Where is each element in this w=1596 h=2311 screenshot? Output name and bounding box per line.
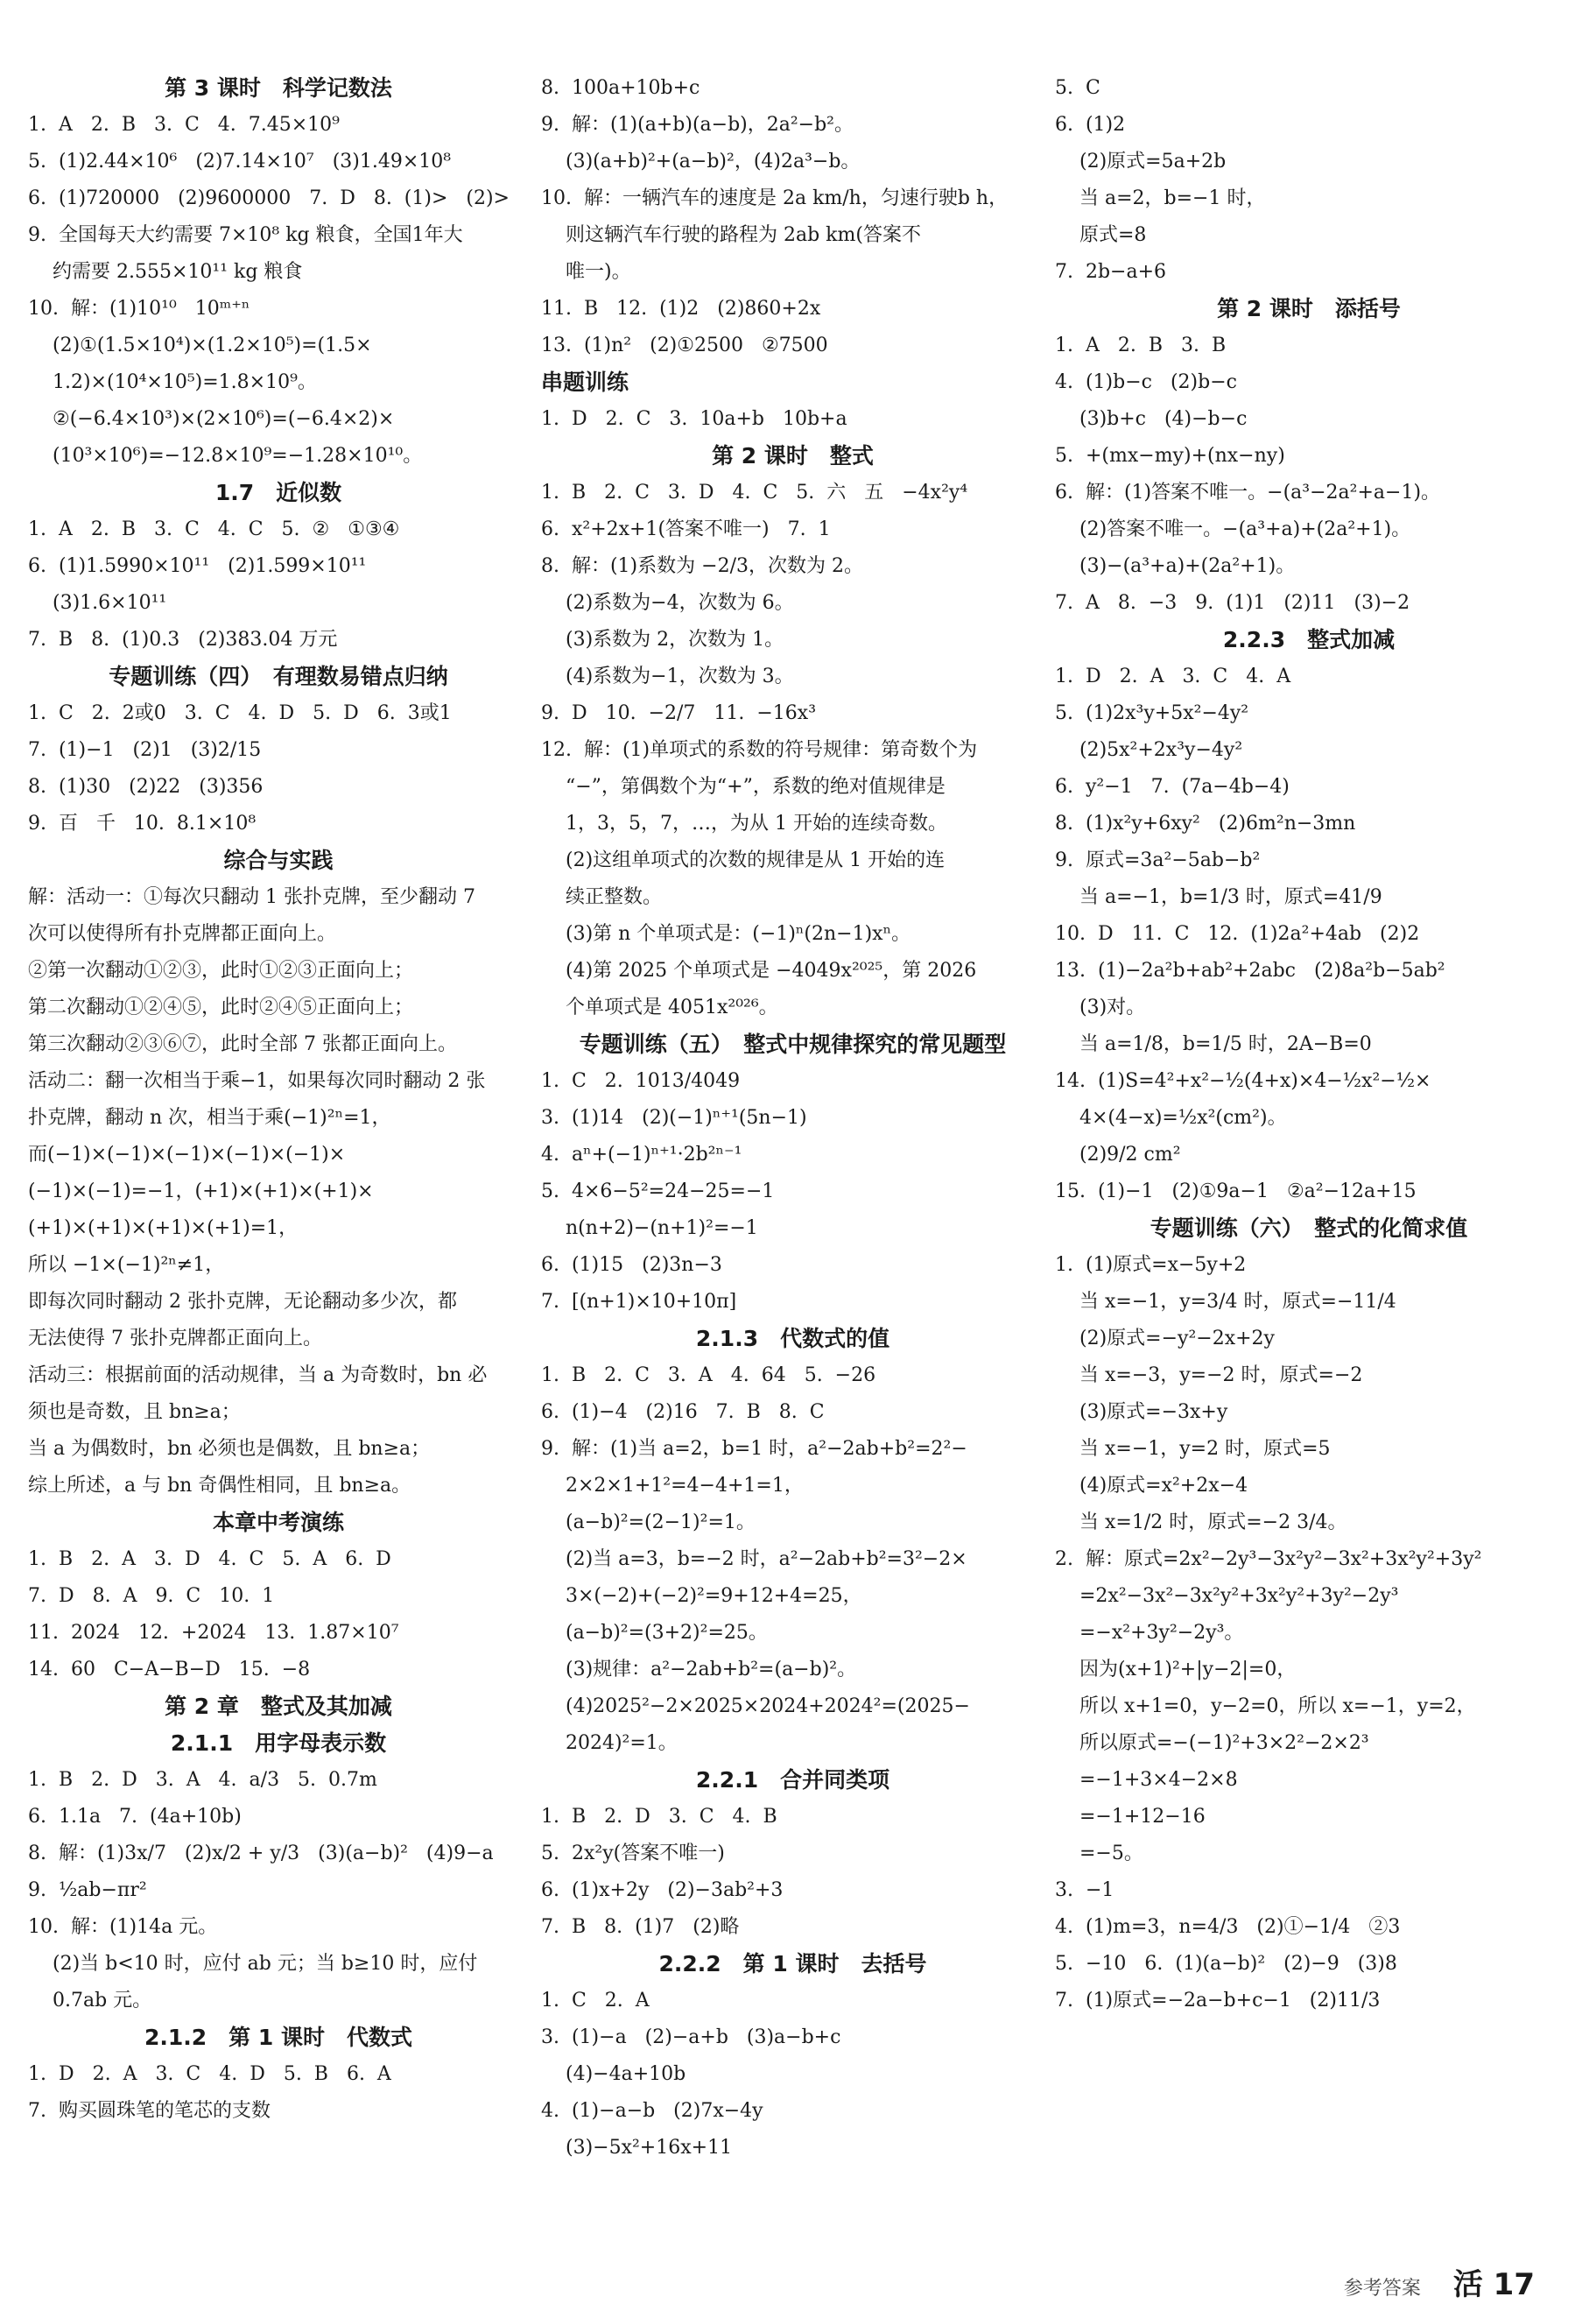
answer-line: 1. D 2. A 3. C 4. A (1055, 666, 1291, 687)
answer-line: 续正整数。 (541, 886, 662, 908)
section-heading: 2.1.2 第 1 课时 代数式 (144, 2025, 412, 2050)
answer-line: (+1)×(+1)×(+1)×(+1)=1， (28, 1217, 299, 1239)
answer-line: 8. (1)x²y+6xy² (2)6m²n−3mn (1055, 813, 1356, 835)
answer-line: 7. B 8. (1)0.3 (2)383.04 万元 (28, 629, 338, 651)
answer-line: 0.7ab 元。 (28, 1990, 152, 2012)
answer-line: (2)这组单项式的次数的规律是从 1 开始的连 (541, 849, 946, 871)
answer-line: (3)1.6×10¹¹ (28, 592, 167, 614)
answer-line: 13. (1)−2a²b+ab²+2abc (2)8a²b−5ab² (1055, 960, 1445, 982)
answer-line: 14. 60 C−A−B−D 15. −8 (28, 1659, 311, 1680)
answer-line: 9. ½ab−πr² (28, 1879, 147, 1901)
section-heading: 专题训练（五） 整式中规律探究的常见题型 (579, 1032, 1007, 1057)
answer-line: 当 x=1/2 时，原式=−2 3/4。 (1055, 1511, 1347, 1533)
answer-line: 第二次翻动①②④⑤，此时②④⑤正面向上； (28, 997, 414, 1018)
answer-line: 8. 解：(1)系数为 −2/3，次数为 2。 (541, 555, 863, 577)
answer-line: (2)5x²+2x³y−4y² (1055, 739, 1243, 761)
answer-line: (3)(a+b)²+(a−b)²，(4)2a³−b。 (541, 151, 861, 173)
answer-column-2 (541, 70, 1044, 2167)
answer-line: 7. [(n+1)×10+10π] (541, 1291, 737, 1313)
answer-line: 1. A 2. B 3. B (1055, 335, 1227, 356)
answer-line: 10. D 11. C 12. (1)2a²+4ab (2)2 (1055, 923, 1420, 945)
answer-line: 须也是奇数，且 bn≥a； (28, 1401, 241, 1423)
answer-line: 3. (1)−a (2)−a+b (3)a−b+c (541, 2026, 841, 2048)
answer-line: 2×2×1+1²=4−4+1=1， (541, 1475, 804, 1497)
answer-line: 解：活动一：①每次只翻动 1 张扑克牌，至少翻动 7 (28, 886, 475, 908)
answer-line: 当 x=−3，y=−2 时，原式=−2 (1055, 1364, 1363, 1386)
answer-line: 10. 解：(1)10¹⁰ 10ᵐ⁺ⁿ (28, 298, 250, 320)
answer-line: 1. B 2. D 3. A 4. a/3 5. 0.7m (28, 1769, 377, 1791)
answer-line: (3)b+c (4)−b−c (1055, 408, 1248, 430)
answer-line: 4. (1)m=3，n=4/3 (2)①−1/4 ②3 (1055, 1916, 1401, 1938)
answer-line: 1. C 2. 1013/4049 (541, 1070, 741, 1092)
answer-line: (−1)×(−1)=−1，(+1)×(+1)×(+1)× (28, 1180, 374, 1202)
answer-line: 2024)²=1。 (541, 1732, 678, 1754)
answer-line: 活动三：根据前面的活动规律，当 a 为奇数时，bn 必 (28, 1364, 488, 1386)
answer-line: 5. (1)2.44×10⁶ (2)7.14×10⁷ (3)1.49×10⁸ (28, 151, 452, 173)
answer-line: 当 a=2，b=−1 时， (1055, 187, 1266, 209)
answer-line: 活动二：翻一次相当于乘−1，如果每次同时翻动 2 张 (28, 1070, 486, 1092)
answer-line: ②第一次翻动①②③，此时①②③正面向上； (28, 960, 414, 982)
answer-line: (2)原式=5a+2b (1055, 151, 1227, 173)
answer-line: 4. (1)−a−b (2)7x−4y (541, 2100, 763, 2122)
answer-line: n(n+2)−(n+1)²=−1 (541, 1217, 758, 1239)
answer-line: 7. (1)−1 (2)1 (3)2/15 (28, 739, 262, 761)
answer-line: 综上所述，a 与 bn 奇偶性相同，且 bn≥a。 (28, 1475, 411, 1497)
answer-line: (3)系数为 2，次数为 1。 (541, 629, 784, 651)
answer-line: 1. A 2. B 3. C 4. C 5. ② ①③④ (28, 518, 400, 540)
answer-line: 7. 2b−a+6 (1055, 261, 1167, 283)
section-heading: 2.1.3 代数式的值 (695, 1326, 890, 1351)
answer-line: 10. 解：(1)14a 元。 (28, 1916, 218, 1938)
section-heading: 专题训练（六） 整式的化简求值 (1150, 1215, 1468, 1241)
answer-line: 7. 购买圆珠笔的笔芯的支数 (28, 2100, 271, 2122)
answer-line: 1.2)×(10⁴×10⁵)=1.8×10⁹。 (28, 371, 317, 393)
section-heading: 2.1.1 用字母表示数 (170, 1730, 387, 1756)
answer-line: 1. D 2. C 3. 10a+b 10b+a (541, 408, 847, 430)
answer-line: 6. x²+2x+1(答案不唯一) 7. 1 (541, 518, 831, 540)
answer-line: 6. y²−1 7. (7a−4b−4) (1055, 776, 1290, 798)
answer-line: (4)原式=x²+2x−4 (1055, 1475, 1248, 1497)
answer-line: (2)当 a=3，b=−2 时，a²−2ab+b²=3²−2× (541, 1548, 967, 1570)
answer-line: 当 x=−1，y=3/4 时，原式=−11/4 (1055, 1291, 1396, 1313)
answer-line: 因为(x+1)²+|y−2|=0， (1055, 1659, 1297, 1680)
answer-line: 8. (1)30 (2)22 (3)356 (28, 776, 264, 798)
answer-line: 5. +(mx−my)+(nx−ny) (1055, 445, 1285, 467)
answer-line: 约需要 2.555×10¹¹ kg 粮食 (28, 261, 303, 283)
answer-line: 6. 解：(1)答案不唯一。−(a³−2a²+a−1)。 (1055, 482, 1441, 504)
section-heading: 专题训练（四） 有理数易错点归纳 (109, 664, 448, 689)
answer-line: (2)当 b<10 时，应付 ab 元；当 b≥10 时，应付 (28, 1953, 478, 1975)
answer-line: 次可以使得所有扑克牌都正面向上。 (28, 923, 337, 945)
answer-line: 1. C 2. A (541, 1990, 650, 2012)
section-heading: 串题训练 (541, 370, 629, 395)
answer-line: (10³×10⁶)=−12.8×10⁹=−1.28×10¹⁰。 (28, 445, 423, 467)
answer-line: 9. 解：(1)当 a=2，b=1 时，a²−2ab+b²=2²− (541, 1438, 967, 1460)
answer-line: (a−b)²=(3+2)²=25。 (541, 1622, 768, 1644)
answer-line: 15. (1)−1 (2)①9a−1 ②a²−12a+15 (1055, 1180, 1417, 1202)
answer-line: 当 x=−1，y=2 时，原式=5 (1055, 1438, 1331, 1460)
answer-line: 1. B 2. C 3. A 4. 64 5. −26 (541, 1364, 876, 1386)
answer-line: 14. (1)S=4²+x²−½(4+x)×4−½x²−½× (1055, 1070, 1431, 1092)
answer-line: 3. −1 (1055, 1879, 1114, 1901)
answer-line: 5. (1)2x³y+5x²−4y² (1055, 702, 1249, 724)
answer-line: 4. aⁿ+(−1)ⁿ⁺¹·2b²ⁿ⁻¹ (541, 1144, 742, 1166)
answer-line: 第三次翻动②③⑥⑦，此时全部 7 张都正面向上。 (28, 1033, 457, 1055)
answer-line: (2)①(1.5×10⁴)×(1.2×10⁵)=(1.5× (28, 335, 372, 356)
answer-line: 13. (1)n² (2)①2500 ②7500 (541, 335, 828, 356)
answer-line: =−1+3×4−2×8 (1055, 1769, 1238, 1791)
answer-line: 3×(−2)+(−2)²=9+12+4=25， (541, 1585, 862, 1607)
answer-line: 7. (1)原式=−2a−b+c−1 (2)11/3 (1055, 1990, 1381, 2012)
section-heading: 本章中考演练 (212, 1510, 344, 1535)
section-heading: 2.2.3 整式加减 (1222, 627, 1396, 652)
answer-line: 3. (1)14 (2)(−1)ⁿ⁺¹(5n−1) (541, 1107, 807, 1129)
answer-line: 1. C 2. 2或0 3. C 4. D 5. D 6. 3或1 (28, 702, 452, 724)
section-heading: 第 2 章 整式及其加减 (165, 1694, 392, 1719)
answer-line: =−x²+3y²−2y³。 (1055, 1622, 1244, 1644)
section-heading: 1.7 近似数 (214, 480, 342, 505)
answer-line: 当 a=1/8，b=1/5 时，2A−B=0 (1055, 1033, 1372, 1055)
answer-line: 8. 100a+10b+c (541, 77, 700, 99)
answer-line: 4×(4−x)=½x²(cm²)。 (1055, 1107, 1287, 1129)
answer-line: (4)−4a+10b (541, 2063, 686, 2085)
answer-line: 1. A 2. B 3. C 4. 7.45×10⁹ (28, 114, 340, 136)
section-heading: 第 3 课时 科学记数法 (165, 75, 392, 101)
answer-line: 11. 2024 12. +2024 13. 1.87×10⁷ (28, 1622, 399, 1644)
answer-line: (4)第 2025 个单项式是 −4049x²⁰²⁵，第 2026 (541, 960, 977, 982)
answer-line: (3)规律：a²−2ab+b²=(a−b)²。 (541, 1659, 857, 1680)
answer-line: 所以 −1×(−1)²ⁿ≠1， (28, 1254, 225, 1276)
answer-line: (4)2025²−2×2025×2024+2024²=(2025− (541, 1695, 970, 1717)
answer-line: (3)−5x²+16x+11 (541, 2137, 733, 2159)
answer-line: 扑克牌，翻动 n 次，相当于乘(−1)²ⁿ=1， (28, 1107, 391, 1129)
answer-line: 7. A 8. −3 9. (1)1 (2)11 (3)−2 (1055, 592, 1410, 614)
answer-line: (2)9/2 cm² (1055, 1144, 1181, 1166)
answer-line: 1. B 2. C 3. D 4. C 5. 六 五 −4x²y⁴ (541, 482, 968, 504)
answer-line: (3)对。 (1055, 997, 1146, 1018)
section-heading: 综合与实践 (223, 848, 334, 873)
answer-line: 1. B 2. D 3. C 4. B (541, 1806, 777, 1828)
answer-line: (4)系数为−1，次数为 3。 (541, 666, 794, 687)
page-number: 活 17 (1452, 2267, 1535, 2302)
answer-line: 1. D 2. A 3. C 4. D 5. B 6. A (28, 2063, 391, 2085)
answer-line: 9. D 10. −2/7 11. −16x³ (541, 702, 817, 724)
answer-line: 当 a 为偶数时，bn 必须也是偶数，且 bn≥a； (28, 1438, 431, 1460)
answer-line: =−1+12−16 (1055, 1806, 1206, 1828)
answer-line: 则这辆汽车行驶的路程为 2ab km(答案不 (541, 224, 921, 246)
answer-line: 2. 解：原式=2x²−2y³−3x²y²−3x²+3x²y²+3y² (1055, 1548, 1482, 1570)
answer-line: 所以原式=−(−1)²+3×2²−2×2³ (1055, 1732, 1369, 1754)
answer-line: 8. 解：(1)3x/7 (2)x/2 + y/3 (3)(a−b)² (4)9−a (28, 1842, 494, 1864)
answer-line: 7. D 8. A 9. C 10. 1 (28, 1585, 275, 1607)
answer-line: 1. B 2. A 3. D 4. C 5. A 6. D (28, 1548, 391, 1570)
answer-line: (3)原式=−3x+y (1055, 1401, 1228, 1423)
answer-line: 个单项式是 4051x²⁰²⁶。 (541, 997, 778, 1018)
answer-line: 即每次同时翻动 2 张扑克牌，无论翻动多少次，都 (28, 1291, 457, 1313)
footer-label: 参考答案 (1343, 2278, 1421, 2300)
answer-line: 11. B 12. (1)2 (2)860+2x (541, 298, 821, 320)
answer-line: 6. (1)2 (1055, 114, 1126, 136)
section-heading: 2.2.1 合并同类项 (695, 1767, 890, 1793)
answer-line: 1. (1)原式=x−5y+2 (1055, 1254, 1247, 1276)
answer-line: 6. (1)−4 (2)16 7. B 8. C (541, 1401, 825, 1423)
section-heading: 第 2 课时 添括号 (1217, 296, 1401, 321)
section-heading: 2.2.2 第 1 课时 去括号 (658, 1951, 927, 1976)
answer-line: (3)第 n 个单项式是：(−1)ⁿ(2n−1)xⁿ。 (541, 923, 911, 945)
answer-column-1 (28, 70, 529, 2130)
answer-line: 5. 4×6−5²=24−25=−1 (541, 1180, 775, 1202)
answer-line: (2)原式=−y²−2x+2y (1055, 1328, 1275, 1349)
answer-line: 6. (1)15 (2)3n−3 (541, 1254, 722, 1276)
answer-line: 12. 解：(1)单项式的系数的符号规律：第奇数个为 (541, 739, 978, 761)
answer-line: =−5。 (1055, 1842, 1143, 1864)
answer-line: 所以 x+1=0，y−2=0，所以 x=−1，y=2， (1055, 1695, 1476, 1717)
answer-line: 4. (1)b−c (2)b−c (1055, 371, 1237, 393)
answer-line: 9. 原式=3a²−5ab−b² (1055, 849, 1261, 871)
answer-line: 6. (1)1.5990×10¹¹ (2)1.599×10¹¹ (28, 555, 367, 577)
answer-line: 5. C (1055, 77, 1100, 99)
answer-line: 6. (1)720000 (2)9600000 7. D 8. (1)> (2)> (28, 187, 510, 209)
answer-line: 1，3，5，7，…，为从 1 开始的连续奇数。 (541, 813, 947, 835)
answer-line: 原式=8 (1055, 224, 1147, 246)
answer-line: (2)答案不唯一。−(a³+a)+(2a²+1)。 (1055, 518, 1411, 540)
answer-line: 而(−1)×(−1)×(−1)×(−1)×(−1)× (28, 1144, 346, 1166)
answer-line: =2x²−3x²−3x²y²+3x²y²+3y²−2y³ (1055, 1585, 1399, 1607)
answer-line: 6. 1.1a 7. (4a+10b) (28, 1806, 242, 1828)
answer-line: 5. 2x²y(答案不唯一) (541, 1842, 725, 1864)
answer-column-3 (1055, 70, 1563, 2019)
answer-line: (a−b)²=(2−1)²=1。 (541, 1511, 756, 1533)
answer-line: 当 a=−1，b=1/3 时，原式=41/9 (1055, 886, 1382, 908)
answer-line: 9. 全国每天大约需要 7×10⁸ kg 粮食，全国1年大 (28, 224, 463, 246)
answer-line: 无法使得 7 张扑克牌都正面向上。 (28, 1328, 322, 1349)
section-heading: 第 2 课时 整式 (712, 443, 874, 469)
answer-line: 7. B 8. (1)7 (2)略 (541, 1916, 740, 1938)
answer-line: ②(−6.4×10³)×(2×10⁶)=(−6.4×2)× (28, 408, 395, 430)
page-footer (1344, 2266, 1535, 2307)
answer-line: 10. 解：一辆汽车的速度是 2a km/h，匀速行驶b h， (541, 187, 1009, 209)
answer-line: 唯一)。 (541, 261, 631, 283)
answer-line: “−”，第偶数个为“+”，系数的绝对值规律是 (541, 776, 946, 798)
answer-line: 6. (1)x+2y (2)−3ab²+3 (541, 1879, 784, 1901)
answer-line: (2)系数为−4，次数为 6。 (541, 592, 794, 614)
answer-line: 5. −10 6. (1)(a−b)² (2)−9 (3)8 (1055, 1953, 1397, 1975)
answer-line: 9. 解：(1)(a+b)(a−b)，2a²−b²。 (541, 114, 854, 136)
answer-line: (3)−(a³+a)+(2a²+1)。 (1055, 555, 1296, 577)
answer-line: 9. 百 千 10. 8.1×10⁸ (28, 813, 257, 835)
